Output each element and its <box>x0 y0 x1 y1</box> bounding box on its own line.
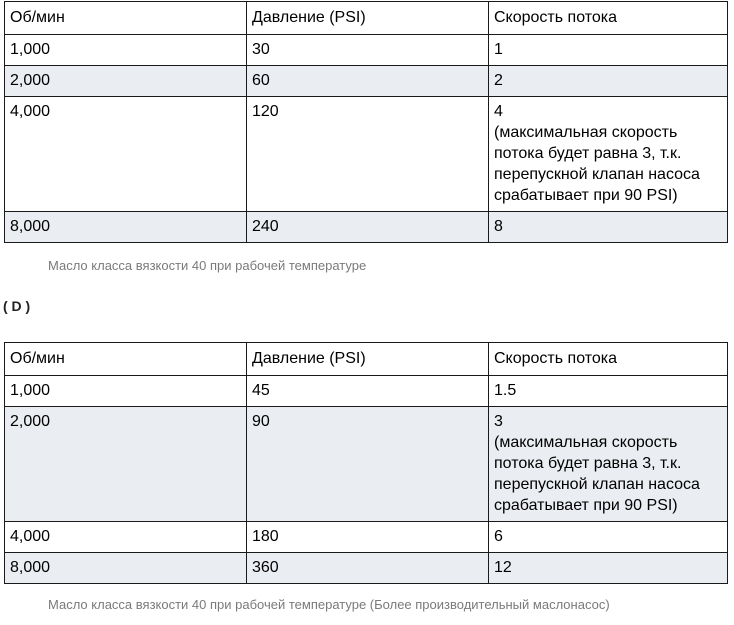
header-flow: Скорость потока <box>489 2 728 35</box>
cell-flow: 12 <box>489 553 728 584</box>
cell-flow: 1.5 <box>489 376 728 407</box>
table-caption-bottom: Масло класса вязкости 40 при рабочей температуре (Более производительный маслонасос) <box>48 597 610 612</box>
cell-flow <box>489 407 728 522</box>
table-header-row <box>5 2 728 35</box>
cell-flow <box>489 97 728 212</box>
header-rpm: Об/мин <box>5 343 247 376</box>
cell-pressure: 360 <box>247 553 489 584</box>
cell-rpm: 8,000 <box>5 212 247 243</box>
cell-rpm: 4,000 <box>5 97 247 212</box>
cell-pressure: 240 <box>247 212 489 243</box>
pressure-flow-table-top <box>4 1 728 243</box>
header-pressure: Давление (PSI) <box>247 343 489 376</box>
cell-pressure: 45 <box>247 376 489 407</box>
header-pressure: Давление (PSI) <box>247 2 489 35</box>
header-rpm: Об/мин <box>5 2 247 35</box>
table-row <box>5 553 728 584</box>
table-row <box>5 407 728 522</box>
cell-flow-note: (максимальная скорость потока будет равна 3, т.к. перепускной клапан насоса срабатывает при 90 PSI) <box>494 434 700 514</box>
table-caption-top: Масло класса вязкости 40 при рабочей температуре <box>48 258 367 273</box>
cell-rpm: 4,000 <box>5 522 247 553</box>
cell-pressure: 180 <box>247 522 489 553</box>
cell-rpm: 2,000 <box>5 407 247 522</box>
table-row <box>5 376 728 407</box>
cell-flow-note: (максимальная скорость потока будет равна 3, т.к. перепускной клапан насоса срабатывает при 90 PSI) <box>494 124 700 204</box>
table-row <box>5 97 728 212</box>
cell-rpm: 2,000 <box>5 66 247 97</box>
cell-flow-value: 4 <box>494 103 503 120</box>
table-header-row <box>5 343 728 376</box>
cell-rpm: 1,000 <box>5 35 247 66</box>
header-flow: Скорость потока <box>489 343 728 376</box>
cell-flow-value: 3 <box>494 413 503 430</box>
pressure-flow-table-bottom <box>4 342 728 584</box>
cell-flow: 8 <box>489 212 728 243</box>
table-row <box>5 35 728 66</box>
table-row <box>5 66 728 97</box>
cell-rpm: 1,000 <box>5 376 247 407</box>
cell-pressure: 90 <box>247 407 489 522</box>
table-row <box>5 212 728 243</box>
cell-flow: 1 <box>489 35 728 66</box>
cell-pressure: 30 <box>247 35 489 66</box>
cell-flow: 6 <box>489 522 728 553</box>
table-row <box>5 522 728 553</box>
section-label: ( D ) <box>3 298 31 314</box>
cell-flow: 2 <box>489 66 728 97</box>
cell-pressure: 120 <box>247 97 489 212</box>
cell-pressure: 60 <box>247 66 489 97</box>
cell-rpm: 8,000 <box>5 553 247 584</box>
